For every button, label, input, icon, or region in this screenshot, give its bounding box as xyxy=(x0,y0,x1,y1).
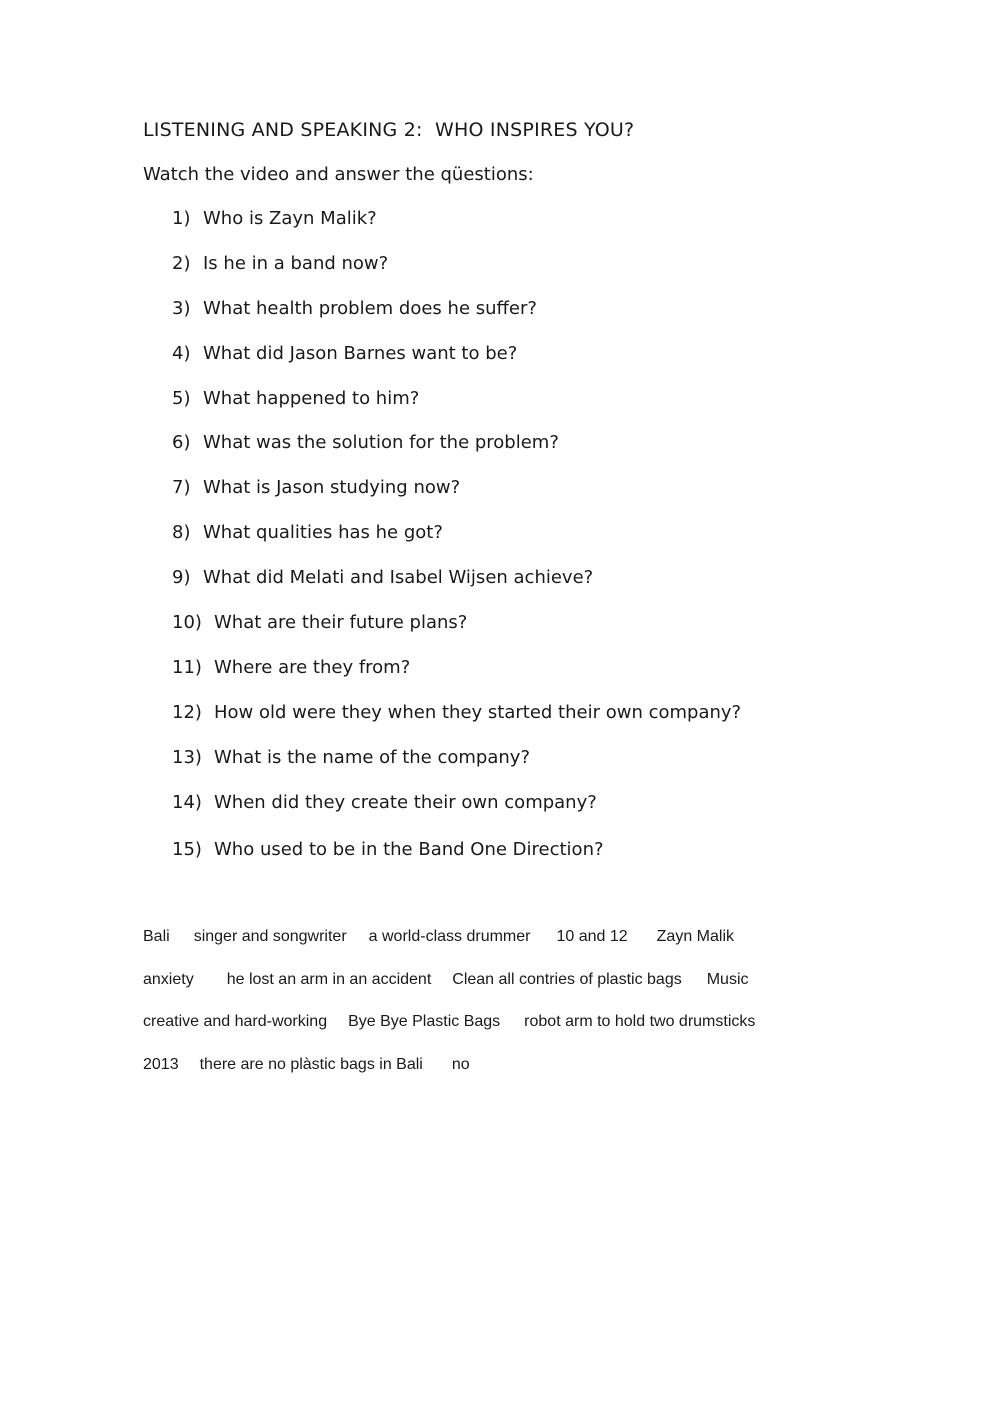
answer-option: a world-class drummer xyxy=(368,928,531,945)
question-number: 5) xyxy=(172,387,191,409)
question-item xyxy=(172,839,741,884)
question-text: Who is Zayn Malik? xyxy=(203,208,377,229)
question-item xyxy=(172,432,741,477)
question-item xyxy=(172,747,741,792)
question-item xyxy=(172,298,741,343)
question-number: 1) xyxy=(172,208,191,229)
answer-bank xyxy=(143,928,843,1099)
answer-option: singer and songwriter xyxy=(193,928,347,945)
question-text: When did they create their own company? xyxy=(214,791,597,813)
question-text: What health problem does he suffer? xyxy=(203,297,537,319)
question-number: 15) xyxy=(172,839,202,861)
answer-option: Music xyxy=(706,970,749,988)
answer-row xyxy=(143,1056,843,1099)
question-item xyxy=(172,343,741,388)
question-number: 10) xyxy=(172,612,202,634)
answer-row xyxy=(143,1013,843,1056)
question-text: What did Jason Barnes want to be? xyxy=(203,342,518,364)
answer-row xyxy=(143,928,843,971)
answer-option: Clean all contries of plastic bags xyxy=(452,970,682,988)
answer-option: no xyxy=(451,1056,470,1074)
answer-option: creative and hard-working xyxy=(143,1013,328,1031)
question-number: 2) xyxy=(172,252,191,274)
question-item xyxy=(172,567,741,612)
answer-option: Zayn Malik xyxy=(656,928,735,945)
question-number: 6) xyxy=(172,432,191,454)
answer-option: there are no plàstic bags in Bali xyxy=(199,1056,423,1074)
question-number: 8) xyxy=(172,522,191,544)
question-text: Where are they from? xyxy=(214,656,411,678)
worksheet-title: LISTENING AND SPEAKING 2: WHO INSPIRES YOU? xyxy=(143,119,635,141)
answer-option: Bali xyxy=(143,928,170,945)
question-item xyxy=(172,612,741,657)
question-number: 4) xyxy=(172,342,191,364)
answer-option: robot arm to hold two drumsticks xyxy=(524,1013,756,1031)
answer-option: Bye Bye Plastic Bags xyxy=(348,1013,501,1031)
question-text: What happened to him? xyxy=(203,387,420,409)
question-item xyxy=(172,388,741,433)
answer-option: 10 and 12 xyxy=(556,928,628,945)
question-text: Who used to be in the Band One Direction? xyxy=(214,839,604,861)
answer-option: 2013 xyxy=(143,1056,179,1074)
question-item xyxy=(172,208,741,253)
answer-row xyxy=(143,971,843,1014)
question-number: 14) xyxy=(172,791,202,813)
question-item xyxy=(172,792,741,837)
question-text: What is Jason studying now? xyxy=(203,477,461,499)
question-number: 11) xyxy=(172,656,202,678)
question-text: What was the solution for the problem? xyxy=(203,432,559,454)
instruction-text: Watch the video and answer the qüestions: xyxy=(143,164,534,185)
question-text: What did Melati and Isabel Wijsen achieve? xyxy=(203,567,594,589)
question-item xyxy=(172,522,741,567)
question-number: 12) xyxy=(172,701,202,723)
question-text: What is the name of the company? xyxy=(214,746,530,768)
question-text: Is he in a band now? xyxy=(203,252,389,274)
question-item xyxy=(172,702,741,747)
question-item xyxy=(172,477,741,522)
question-text: How old were they when they started their own company? xyxy=(214,701,742,723)
question-number: 3) xyxy=(172,297,191,319)
question-text: What are their future plans? xyxy=(214,612,468,634)
question-item xyxy=(172,253,741,298)
question-text: What qualities has he got? xyxy=(203,522,443,544)
question-list xyxy=(172,208,741,884)
question-item xyxy=(172,657,741,702)
answer-option: he lost an arm in an accident xyxy=(226,970,432,988)
question-number: 7) xyxy=(172,477,191,499)
question-number: 9) xyxy=(172,567,191,589)
answer-option: anxiety xyxy=(143,970,194,988)
question-number: 13) xyxy=(172,746,202,768)
